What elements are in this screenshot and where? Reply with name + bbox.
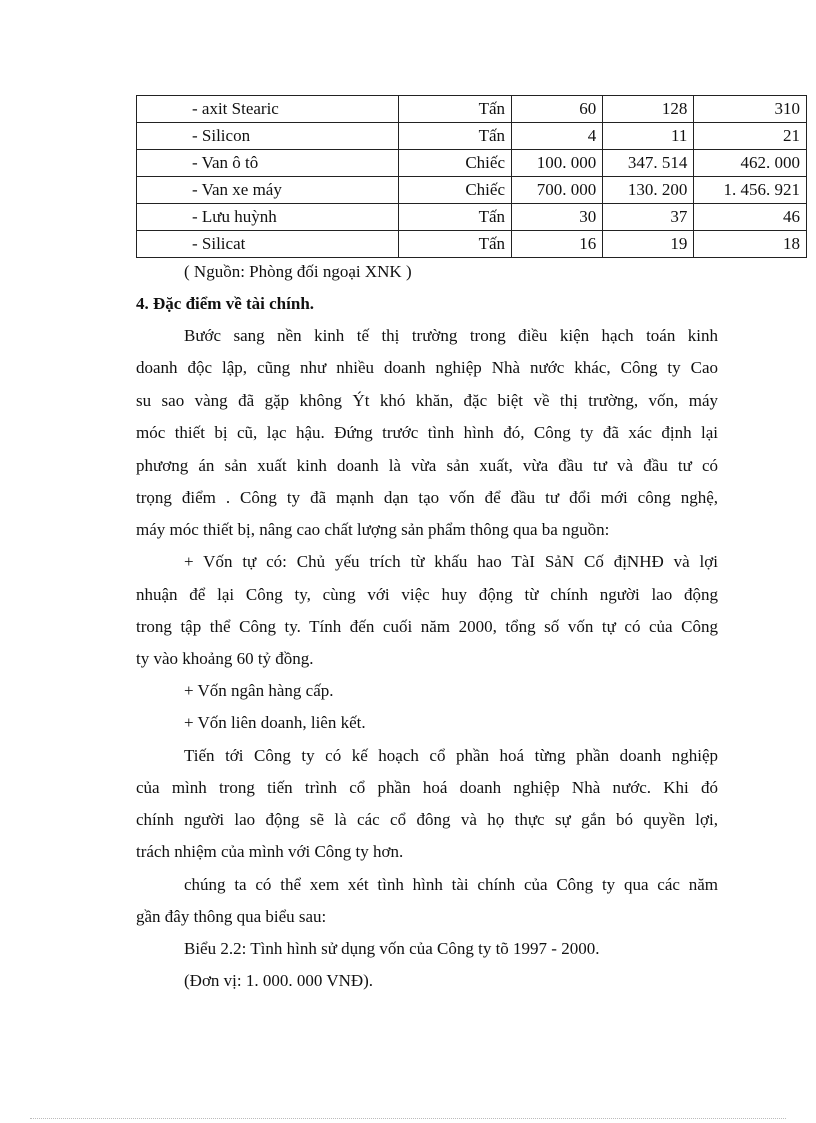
value-cell: 347. 514 xyxy=(603,150,694,177)
value-cell: 462. 000 xyxy=(694,150,807,177)
material-name-cell: - Silicat xyxy=(137,231,399,258)
value-cell: 21 xyxy=(694,123,807,150)
para1-line: trọng điểm . Công ty đã mạnh dạn tạo vốn để đầu tư đổi mới công nghệ, xyxy=(136,488,718,507)
para3-line: trách nhiệm của mình với Công ty hơn. xyxy=(136,842,404,861)
table-row xyxy=(137,123,807,150)
table-row xyxy=(137,231,807,258)
value-cell: 11 xyxy=(603,123,694,150)
para2-line: ty vào khoảng 60 tỷ đồng. xyxy=(136,649,314,668)
value-cell: 19 xyxy=(603,231,694,258)
unit-cell: Chiếc xyxy=(399,150,512,177)
table-caption: Biểu 2.2: Tình hình sử dụng vốn của Công ty tõ 1997 - 2000. xyxy=(184,939,600,958)
materials-table xyxy=(136,95,807,258)
table-row xyxy=(137,204,807,231)
para2-line: + Vốn tự có: Chủ yếu trích từ khấu hao TàI SảN Cố địNHĐ và lợi xyxy=(184,552,718,571)
value-cell: 18 xyxy=(694,231,807,258)
table-row xyxy=(137,177,807,204)
para1-line: móc thiết bị cũ, lạc hậu. Đứng trước tình hình đó, Công ty đã xác định lại xyxy=(136,423,718,442)
para4-line: gần đây thông qua biểu sau: xyxy=(136,907,327,926)
value-cell: 700. 000 xyxy=(512,177,603,204)
material-name-cell: - Van xe máy xyxy=(137,177,399,204)
para1-line: phương án sản xuất kinh doanh là vừa sản xuất, vừa đầu tư và đầu tư có xyxy=(136,456,718,475)
material-name-cell: - Silicon xyxy=(137,123,399,150)
unit-cell: Tấn xyxy=(399,231,512,258)
item-bank-capital: + Vốn ngân hàng cấp. xyxy=(184,681,334,700)
value-cell: 100. 000 xyxy=(512,150,603,177)
value-cell: 128 xyxy=(603,96,694,123)
unit-cell: Tấn xyxy=(399,204,512,231)
para2-line: trong tập thể Công ty. Tính đến cuối năm 2000, tổng số vốn tự có của Công xyxy=(136,617,718,636)
unit-note: (Đơn vị: 1. 000. 000 VNĐ). xyxy=(184,971,374,990)
para2-line: nhuận để lại Công ty, cùng với việc huy động từ chính người lao động xyxy=(136,585,718,604)
para3-line: của mình trong tiến trình cổ phần hoá doanh nghiệp Nhà nước. Khi đó xyxy=(136,778,718,797)
unit-cell: Chiếc xyxy=(399,177,512,204)
value-cell: 130. 200 xyxy=(603,177,694,204)
value-cell: 4 xyxy=(512,123,603,150)
value-cell: 16 xyxy=(512,231,603,258)
source-note: ( Nguồn: Phòng đối ngoại XNK ) xyxy=(184,262,412,281)
value-cell: 60 xyxy=(512,96,603,123)
page-bottom-rule xyxy=(30,1118,786,1119)
para3-line: Tiến tới Công ty có kế hoạch cổ phần hoá từng phần doanh nghiệp xyxy=(184,746,718,765)
para4-line: chúng ta có thể xem xét tình hình tài chính của Công ty qua các năm xyxy=(184,875,718,894)
section-heading: 4. Đặc điểm về tài chính. xyxy=(136,294,315,313)
value-cell: 310 xyxy=(694,96,807,123)
value-cell: 1. 456. 921 xyxy=(694,177,807,204)
table-row xyxy=(137,96,807,123)
value-cell: 30 xyxy=(512,204,603,231)
item-joint-venture: + Vốn liên doanh, liên kết. xyxy=(184,713,366,732)
material-name-cell: - Lưu huỳnh xyxy=(137,204,399,231)
unit-cell: Tấn xyxy=(399,96,512,123)
material-name-cell: - Van ô tô xyxy=(137,150,399,177)
value-cell: 37 xyxy=(603,204,694,231)
unit-cell: Tấn xyxy=(399,123,512,150)
para1-line: Bước sang nền kinh tế thị trường trong điều kiện hạch toán kinh xyxy=(184,326,718,345)
value-cell: 46 xyxy=(694,204,807,231)
para1-line: doanh độc lập, cũng như nhiều doanh nghiệp Nhà nước khác, Công ty Cao xyxy=(136,358,718,377)
para3-line: chính người lao động sẽ là các cổ đông và họ thực sự gắn bó quyền lợi, xyxy=(136,810,718,829)
para1-line: máy móc thiết bị, nâng cao chất lượng sản phẩm thông qua ba nguồn: xyxy=(136,520,610,539)
material-name-cell: - axit Stearic xyxy=(137,96,399,123)
para1-line: su sao vàng đã gặp không Ýt khó khăn, đặc biệt về thị trường, vốn, máy xyxy=(136,391,718,410)
table-row xyxy=(137,150,807,177)
